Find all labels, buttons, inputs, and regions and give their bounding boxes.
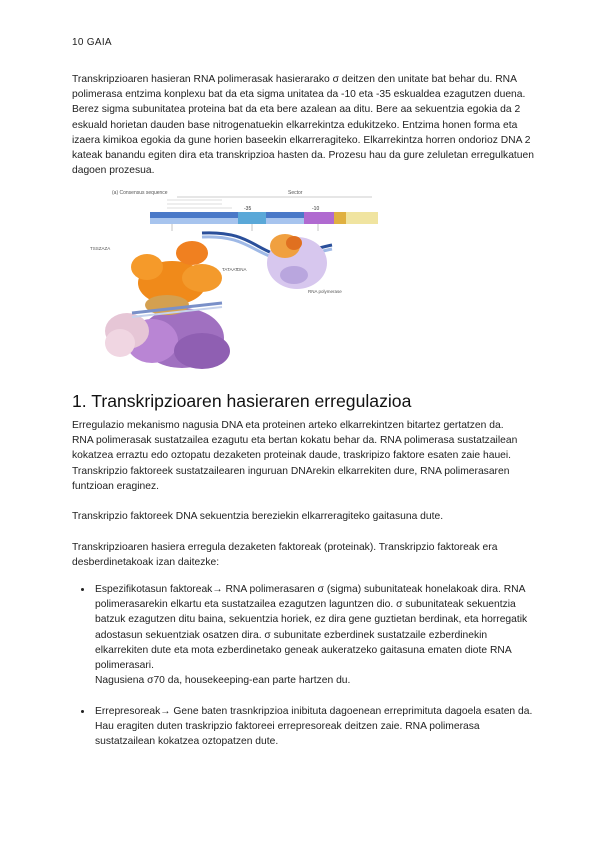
paragraph-1b: RNA polimerasak sustatzailea ezagutu eta bertan kokatu behar da. RNA polimerasa sustatzailean kokatzea erraztu edo oztopatu dezaketen proteinak daude, traskripizo faktore esaten zaie hauei. Transkripzio faktoreek sustatzailearen inguruan DNArekin elkarrekiten dure, RNA polimerasaren funtzioan eraginez. bbox=[72, 435, 518, 492]
section-heading: 1. Transkripzioaren hasieraren erregulazioa bbox=[72, 391, 412, 411]
minus35-box bbox=[238, 212, 266, 224]
label-tsszaza: TSSZAZA bbox=[90, 246, 111, 251]
label-minus35: -35 bbox=[244, 206, 252, 212]
figure-caption-right: Sector bbox=[288, 190, 303, 196]
transcribed-box bbox=[346, 212, 378, 224]
promoter-figure bbox=[72, 183, 392, 373]
list-item-repressors bbox=[93, 704, 534, 750]
list-item-text: Espezifikotasun faktoreak→ RNA polimerasaren σ (sigma) subunitateak honelakoak dira. RNA polimerasarekin elkartu eta sustatzailea ezagutzen laguntzen dio. σ subunitateak sekuentzia batzuk ezagutzen ditu baina, sekuentzia horiek, ez dira gene guztietan berdinak, eta horregatik adostasun sekuentziak osatzen dira. σ subunitate ezberdinek sustatzaile ezberdinekin elkarrekiten dute eta mota ezberdinetako geneak aukeratzeko gaitasuna ematen diote RNA polimerasari. bbox=[95, 584, 528, 672]
paragraph-2: Transkripzio faktoreek DNA sekuentzia bereziekin elkarreragiteko gaitasuna dute. bbox=[72, 511, 444, 523]
paragraph-3: Transkripzioaren hasiera erregula dezaketen faktoreak (proteinak). Transkripzio faktoreak era desberdinetakoak izan daitezke: bbox=[72, 541, 498, 568]
label-rna-polymerase: RNA polymerase bbox=[308, 289, 342, 294]
intro-paragraph: Transkripzioaren hasieran RNA polimerasak hasierarako σ deitzen den unitate bat behar du. RNA polimerasa entzima konplexu bat da eta sigma unitatea da -10 eta -35 eskualdea ezagutzen duena. Berez sigma subunitatea proteina bat da eta bere azalean aa ditu. Bere aa sekuentzia egokia da 2 eskuald horietan dauden base nitrogenatuekin elkarrekintza edukitzeko. Entzima honen forma eta izaera kimikoa egokia da gune horien baseekin elkarreragiteko. Elkarrekintza horren ondorioz DNA 2 kateak banandu egiten dira eta transkripzioa hasten da. Prozesu hau da gure zeluletan erregulkatuen dagoen prozesua. bbox=[72, 74, 534, 177]
page-header: 10 GAIA bbox=[72, 37, 112, 48]
list-item-extra: Nagusiena σ70 da, housekeeping-ean parte hartzen du. bbox=[95, 675, 351, 687]
factor-list bbox=[72, 582, 534, 749]
label-dna: DNA bbox=[237, 267, 247, 272]
section-body bbox=[72, 418, 534, 764]
label-minus10: -10 bbox=[312, 206, 320, 212]
molecular-structure bbox=[90, 241, 238, 369]
figure-caption-left: (a) Consensus sequence bbox=[112, 190, 168, 196]
paragraph-1a: Erregulazio mekanismo nagusia DNA eta proteinen arteko elkarrekintzen bitartez gertatzen da. bbox=[72, 420, 504, 431]
start-box bbox=[334, 212, 346, 224]
list-item-text: Errepresoreak→ Gene baten trasnkripzioa inibituta dagoenean erreprimituta dagoela esaten da. Hau eragiten duten traskripzio faktoreei errepresoreak deitzen zaie. RNA polimerasa sustatzailean kokatzea oztopatzen dute. bbox=[95, 705, 533, 748]
minus10-box bbox=[304, 212, 334, 224]
figure-image bbox=[72, 183, 392, 373]
list-item-specificity bbox=[93, 582, 534, 688]
label-tataat: TATAAT bbox=[222, 267, 238, 272]
